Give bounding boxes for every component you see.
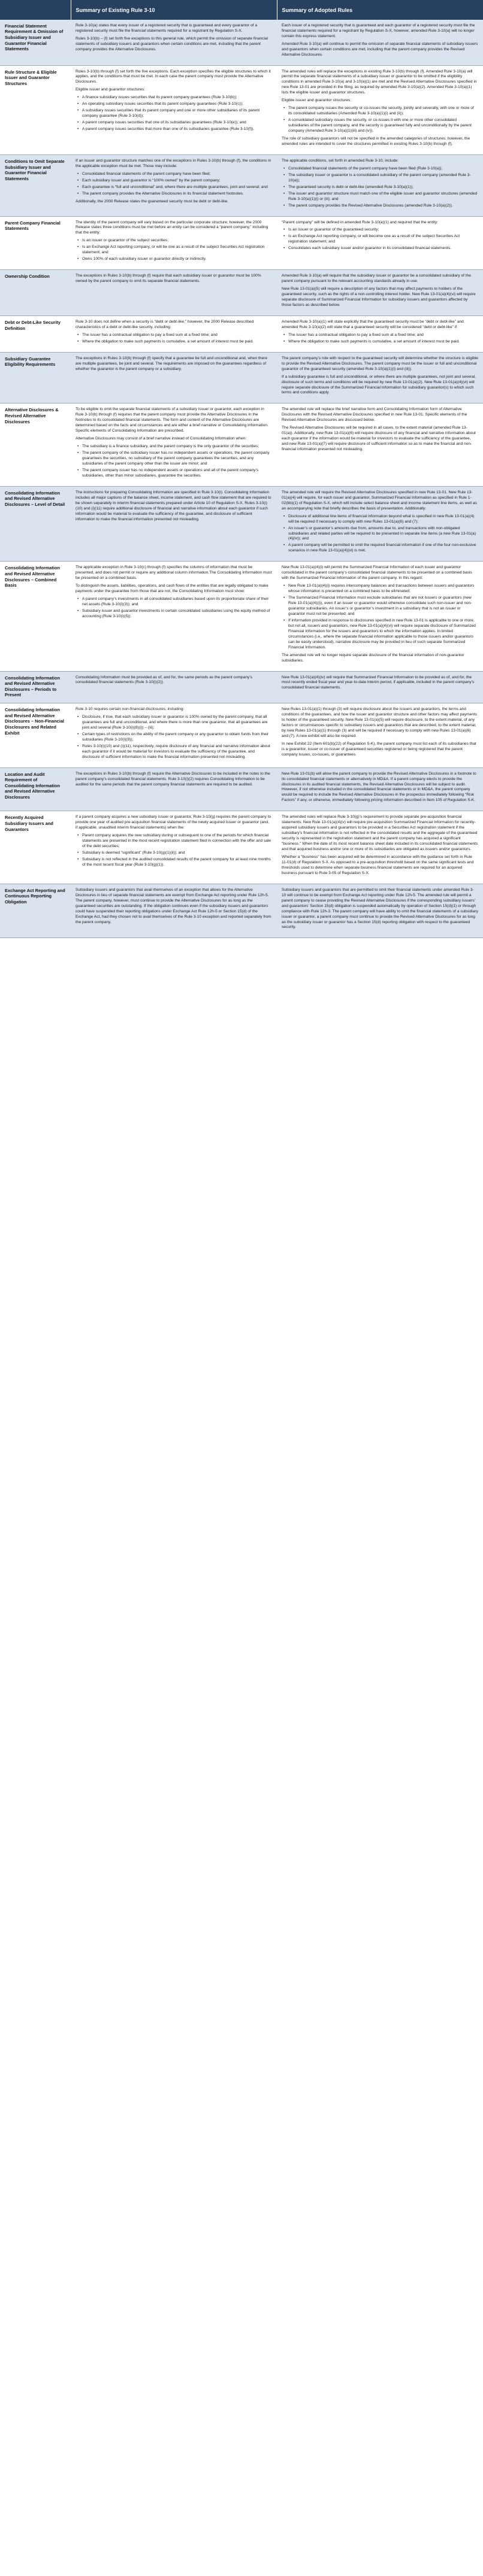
header-topic [0, 0, 71, 20]
bullet-item: • Is an Exchange Act reporting company, or will become one as a result of the subject Securities Act registration statement; and [288, 234, 478, 245]
bullet-item: • The subsidiary is a finance subsidiary, and the parent company is the only guarantor of the securities; [82, 444, 272, 450]
existing-rule-cell [71, 20, 277, 65]
bullet-item: • Where the obligation to make such payments is cumulative, a set amount of interest must be paid. [288, 339, 478, 345]
bullet-item: • Where the obligation to make such payments is cumulative, a set amount of interest must be paid. [82, 339, 272, 345]
bullet-list [76, 833, 272, 868]
header-existing-rule: Summary of Existing Rule 3-10 [71, 0, 277, 20]
bullet-item: • The parent company provides the Alternative Disclosures in its financial statement footnotes. [82, 192, 272, 197]
bullet-item: • Disclosure, if true, that each subsidiary issuer or guarantor is 100% owned by the parent company, that all guarantees are full and unconditional, and where there is more than one guarantor, that all guarantees are joint and several (Rule 3-10(i)(8)(i)) – (iii); [82, 715, 272, 731]
adopted-rule-cell [277, 216, 483, 270]
bullet-list [76, 444, 272, 479]
comparison-table [0, 0, 483, 938]
existing-rule-cell [71, 884, 277, 938]
bullet-item: • A consolidated subsidiary issues the security, or co-issues it with one or more other consolidated subsidiaries of the parent company, and the security is guaranteed fully and unconditionally by the parent company (Amended Rule 3-10(a)(1)(iii) and (iv)). [288, 118, 478, 134]
bullet-item: • An issuer’s or guarantor’s amounts due from, amounts due to, and transactions with non-obligated subsidiaries and related parties will be required to be presented in separate line items (a new Rule 13-01(a)(4)(iv)); and [288, 526, 478, 542]
row-topic: Consolidating Information and Revised Alternative Disclosures – Non-Financial Disclosures and Related Exhibit [0, 703, 71, 768]
existing-rule-cell [71, 315, 277, 352]
adopted-rule-cell [277, 486, 483, 561]
table-row [0, 20, 483, 65]
paragraph: “Parent company” will be defined in amended Rule 3-10(a)(1) and required that the entity: [282, 220, 438, 224]
bullet-item: • A finance subsidiary issues securities that its parent company guarantees (Rule 3-10(b)); [82, 95, 272, 101]
paragraph: The Revised Alternative Disclosures will be required in all cases, to the extent material (amended Rule 13-01(a)). Additionally, new Rule 13-01(a)(6) will require disclosure of any financial and narrative information about each guarantor if the information would be material for investors to evaluate the sufficiency of the guarantee, and new Rule 13-01(a)(7) will require disclosure of sufficient information so as to make the financial and non-financial information presented not misleading. [282, 426, 476, 452]
bullet-item: • Owns 100% of each subsidiary issuer or guarantor directly or indirectly. [82, 257, 272, 262]
row-topic: Consolidating Information and Revised Alternative Disclosures – Combined Basis [0, 562, 71, 671]
adopted-rule-cell [277, 671, 483, 703]
row-topic: Exchange Act Reporting and Continuous Reporting Obligation [0, 884, 71, 938]
paragraph: Consolidating Information must be provided as of, and for, the same periods as the parent company’s consolidated financial statements (Rule 3-10(i)(2)). [76, 675, 252, 685]
table-row [0, 671, 483, 703]
bullet-item: • A parent company’s investments in all consolidated subsidiaries based upon its proportionate share of their net assets (Rule 3-10(i)(3)); and [82, 597, 272, 608]
bullet-item: • Consolidated financial statements of the parent company have been filed (Rule 3-10(a)); [288, 166, 478, 172]
adopted-rule-cell [277, 703, 483, 768]
paragraph: The identity of the parent company will vary based on the particular corporate structure; however, the 2000 Release states three conditions must be met before an entity can be considered a “parent company,” including that the entity: [76, 220, 268, 235]
table-header [0, 0, 483, 20]
table-row [0, 352, 483, 403]
paragraph: The amended rules will replace the exceptions in existing Rule 3-10(b) through (f). Amended Rule 3-10(a) will permit the separate financial statements of a subsidiary issuer or guarantor to be omitted if the eligibility conditions in amended Rule 3-10(a) and 3-10(a)(1) are met and the Revised Alternative Disclosures specified in new Rule 13-01 are provided in the filing, as required by amended Rule 3-10(a)(2). Amended Rule 3-10(a)(1) lists the eligible issuer and guarantor structures. [282, 69, 477, 95]
bullet-list [76, 597, 272, 620]
bullet-item: • Parent company acquires the new subsidiary during or subsequent to one of the periods for which financial statements are presented in the most recent registration statement filed in connection with the offer and sale of the debt securities; [82, 833, 272, 849]
bullet-list [76, 172, 272, 197]
paragraph: New Rule 13-01(a)(4)(i) will permit the Summarized Financial Information of each issuer and guarantor consolidated in the parent company’s consolidated financial statements to be presented on a combined basis with the Summarized Financial Information of the parent company. In this regard: [282, 565, 472, 581]
paragraph: The exceptions in Rules 3-10(b) through (f) specify that a guarantee be full and unconditional and, when there are multiple guarantees, be joint and several. The requirements are imposed on the guarantees regardless of whether the guarantor is the parent company or a subsidiary. [76, 356, 267, 371]
paragraph: Amended Rule 3-10(a)(1) will state explicitly that the guaranteed security must be “debt or debt-like” and amended Rule 3-10(a)(2) will state that a guaranteed security will be considered “debt or debt-like” if: [282, 319, 464, 329]
paragraph: Amended Rule 3-10(a) will require that the subsidiary issuer or guarantor be a consolidated subsidiary of the parent company pursuant to the relevant accounting standards already in use. [282, 274, 471, 284]
bullet-item: • If information provided in response to disclosures specified in new Rule 13-01 is applicable to one or more, but not all, issuers and guarantors, new Rule 13-01(a)(4)(vi) will require separate disclosure of Summarized Financial Information for the issuers and guarantors to which the information applies. In limited circumstances (i.e., where the separate financial information applicable to those issuers and/or guarantors can be easily understood), narrative disclosure may be provided in lieu of such separate Summarized Financial Information. [288, 618, 478, 651]
adopted-rule-cell [277, 154, 483, 216]
adopted-rule-cell [277, 884, 483, 938]
paragraph: To distinguish the assets, liabilities, operations, and cash flows of the entities that are legally obligated to make payments under the guarantee from those that are not, the Consolidating Information must show: [76, 584, 268, 594]
bullet-list [76, 333, 272, 345]
adopted-rule-cell [277, 562, 483, 671]
bullet-item: • Disclosure of additional line items of financial information beyond what is specified in new Rule 13-01(a)(4) will be required if necessary to comply with new Rules 13-01(a)(6) and (7); [288, 514, 478, 525]
row-topic: Subsidiary Guarantee Eligibility Requirements [0, 352, 71, 403]
header-row [0, 0, 483, 20]
existing-rule-cell [71, 403, 277, 486]
paragraph: New Rule 13-01(a)(4)(iv) will require that Summarized Financial Information to be provided as of, and for, the most recently ended fiscal year and year-to-date interim period, if applicable, included in the parent company’s consolidated financial statements. [282, 675, 475, 690]
existing-rule-cell [71, 767, 277, 811]
row-topic: Rule Structure & Eligible Issuer and Guarantor Structures [0, 65, 71, 154]
existing-rule-cell [71, 270, 277, 316]
header-adopted-rules: Summary of Adopted Rules [277, 0, 483, 20]
paragraph: Rule 3-10 requires certain non-financial disclosures, including: [76, 707, 185, 712]
existing-rule-cell [71, 65, 277, 154]
existing-rule-cell [71, 486, 277, 561]
bullet-item: • Is an Exchange Act reporting company, or will be one as a result of the subject Securities Act registration statement; and [82, 245, 272, 256]
row-topic: Debt or Debt-Like Security Definition [0, 315, 71, 352]
bullet-list [282, 227, 478, 251]
bullet-list [282, 584, 478, 650]
row-topic: Location and Audit Requirement of Consolidating Information and Revised Alternative Disclosures [0, 767, 71, 811]
paragraph: New Rules 13-01(a)(1) through (3) will require disclosure about the issuers and guarantors, the terms and conditions of the guarantees, and how the issuer and guarantor structure and other factors may affect payments to holder of the guaranteed security. New Rule 13-01(a)(5) will require disclosure, to the extent material, of any factors or circumstances specific to subsidiary issuers and guarantors that are described, to the extent material, by new Rules 13-01(a)(1) through (3) and will be required if necessary to comply with new Rules 13-01(a)(6) and (7). A new exhibit will also be required. [282, 707, 478, 738]
row-topic: Alternative Disclosures & Revised Alternative Disclosures [0, 403, 71, 486]
bullet-item: • Consolidated financial statements of the parent company have been filed; [82, 172, 272, 177]
paragraph: Subsidiary issuers and guarantors that are permitted to omit their financial statements under amended Rule 3-10 will continue to be exempt from Exchange Act reporting under Rule 12h-5. The amended rule will permit a parent company to cease providing the Revised Alternative Disclosures if the corresponding subsidiary issuers’ and guarantors’ Section 15(d) obligation is suspended automatically by operation of Section 15(d)(1) or through compliance with Rule 12h-3. The parent company will have ability to omit the financial statements of a subsidiary issuer or guarantor, a parent company must continue to provide the Revised Alternative Disclosures for as long as the subsidiary issuer or guarantor has a Section 15(d) reporting obligation with respect to the guaranteed security. [282, 887, 478, 930]
bullet-item: • New Rule 13-01(a)(4)(i) requires intercompany balances and transactions between issuers and guarantors whose information is presented on a combined basis to be eliminated; [288, 584, 478, 594]
table-row [0, 703, 483, 768]
paragraph: The amended rule will require the Revised Alternative Disclosures specified in new Rule 13-01. New Rule 13-01(a)(4) will require, for each issuer and guarantor, Summarized Financial Information as specified in Rule 1-02(bb)(1) of Regulation S-X, which will include select balance sheet and income statement line items, as well as an accompanying note that briefly describes the basis of presentation. Additionally: [282, 490, 477, 511]
paragraph: New Rule 13-01(b) will allow the parent company to provide the Revised Alternative Disclosures in a footnote to its consolidated financial statements or alternatively in MD&A. If a parent company elects to provide the disclosures in its audited financial statements, the Revised Alternative Disclosures will be subject to audit. However, if not otherwise included in the consolidated financial statements or in MD&A, the parent company would be required to include the Revised Alternative Disclosures in the prospectus immediately following “Risk Factors” if any, or otherwise, immediately following pricing information described in Item 105 of Regulation S-K. [282, 771, 476, 803]
bullet-list [282, 514, 478, 554]
paragraph: The exceptions in Rules 3-10(b) through (f) require that each subsidiary issuer or guarantor must be 100% owned by the parent company to omit its separate financial statements. [76, 274, 261, 284]
paragraph: The exceptions in Rules 3-10(b) through (f) require the Alternative Disclosures to be included in the notes to the parent company’s consolidated financial statements. Rule 3-10(i)(2) requires Consolidating Information to be audited for the same periods that the parent company financial statements are required to be audited. [76, 771, 270, 787]
table-row [0, 315, 483, 352]
table-body [0, 20, 483, 938]
paragraph: The applicable conditions, set forth in amended Rule 3-10, include: [282, 158, 399, 163]
bullet-list [282, 106, 478, 134]
bullet-item: • A parent company will be permitted to omit the required financial information if one of the four non-exclusive scenarios in new Rule 13-01(a)(4)(vi) is met. [288, 543, 478, 554]
bullet-item: • The issuer has a contractual obligation to pay a fixed sum at a fixed time; and [288, 333, 478, 338]
paragraph: The role of subsidiary guarantors will not be specified in the amended categories of structures; however, the amended rules are intended to cover the structures permitted in existing Rules 3-10(b) through (f). [282, 136, 470, 146]
bullet-list [76, 238, 272, 262]
existing-rule-cell [71, 671, 277, 703]
bullet-list [282, 333, 478, 345]
bullet-item: • The Summarized Financial Information must exclude subsidiaries that are not issuers or guarantors (new Rule 13-01(a)(4)(i)), even if an issuer or guarantor would otherwise consolidate such non-issuer and non-guarantor subsidiaries. An issuer’s or guarantor’s investment in a subsidiary that is not an issuer or guarantor must not be presented; and [288, 596, 478, 617]
adopted-rule-cell [277, 315, 483, 352]
paragraph: The parent company’s role with respect to the guaranteed security will determine whether the structure is eligible to provide the Revised Alternative Disclosures. The parent company must be the issuer or full and unconditional guarantor of the guaranteed security (amended Rule 3-10(a)(1)(i) and (iii)). [282, 356, 478, 371]
bullet-item: • Is an issuer or guarantor of the subject securities; [82, 238, 272, 244]
table-row [0, 767, 483, 811]
paragraph: Amended Rule 3-10(a) will continue to permit the omission of separate financial statements of subsidiary issuers and guarantors when certain conditions are met, including that the parent company provides the Revised Alternative Disclosures. [282, 41, 478, 57]
paragraph: Rules 3-10(b) – (f) set forth five exceptions to this general rule, which permit the omission of separate financial statements of subsidiary issuers and guarantors when certain conditions are met, including that the parent company provides the Alternative Disclosures. [76, 36, 268, 51]
existing-rule-cell [71, 154, 277, 216]
paragraph: Whether a “business” has been acquired will be determined in accordance with the guidance set forth in Rule 11-01(d) of Regulation S-X. As opposed to a pre-acquisition threshold based on the same significant tests and thresholds used to determine when separate business financial statements are required for an acquired business pursuant to Rule 3-05 of Regulation S-X. [282, 855, 474, 875]
bullet-item: • The parent company of the subsidiary issuer has no independent assets or operations, the parent company guarantees the securities, no subsidiary of the parent company guarantees the securities, and any subsidiaries of the parent company other than the issuer are minor; and [82, 451, 272, 467]
paragraph: The applicable exception in Rule 3-10(c) through (f) specifies the columns of information that must be presented, and does not permit or require any additional column information.The Consolidating Information must be presented on a combined basis. [76, 565, 272, 581]
row-topic: Ownership Condition [0, 270, 71, 316]
paragraph: The instructions for preparing Consolidating Information are specified in Rule 3-10(i). Consolidating Information includes all major captions of the balance sheet, income statement, and cash flow statement that are required to be shown separately in interim financial statements prepared under Article 10 of Regulation S-X. Rules 3-10(i)(10) and (i)(11) require additional disclosure of financial and narrative information about each guarantor if such information would be material to evaluate the sufficiency of the guarantee, and disclosure of sufficient information to make the financial information presented not misleading. [76, 490, 271, 521]
paragraph: Each issuer of a registered security that is guaranteed and each guarantor of a registered security must file the financial statements required for a registrant by Regulation S-X, however, amended Rule 3-10(a) will no longer contain this express statement. [282, 23, 475, 38]
table-row [0, 403, 483, 486]
bullet-item: • Subsidiary issuer and guarantor investments in certain consolidated subsidiaries using the equity method of accounting (Rule 3-10(i)(5)). [82, 609, 272, 620]
bullet-item: • A parent company issues securities that more than one of its subsidiaries guarantee (Rule 3-10(f)). [82, 127, 272, 132]
bullet-item: • A subsidiary issues securities that its parent company and one or more other subsidiaries of its parent company guarantee (Rule 3-10(d)); [82, 108, 272, 119]
row-topic: Parent Company Financial Statements [0, 216, 71, 270]
bullet-list [76, 95, 272, 132]
bullet-item: • The guaranteed security is debt or debt-like (amended Rule 3-10(a)(1)); [288, 185, 478, 190]
table-row [0, 154, 483, 216]
paragraph: The amended rule will replace the brief narrative form and Consolidating Information form of Alternative Disclosures with the Revised Alternative Disclosures specified in new Rule 13-01. Specific elements of the Revised Alternative Disclosures are discussed below. [282, 407, 467, 423]
bullet-list [76, 715, 272, 760]
bullet-item: • Is an issuer or guarantor of the guaranteed security; [288, 227, 478, 233]
row-topic: Consolidating Information and Revised Alternative Disclosures – Periods to Present [0, 671, 71, 703]
row-topic: Recently Acquired Subsidiary Issuers and Guarantors [0, 811, 71, 884]
bullet-item: • The issuer has a contractual obligation to pay a fixed sum at a fixed time; and [82, 333, 272, 338]
bullet-item: • The subsidiary issuer or guarantor is a consolidated subsidiary of the parent company (amended Rule 3-10(a)); [288, 173, 478, 184]
paragraph: Alternative Disclosures may consist of a brief narrative instead of Consolidating Information when: [76, 436, 247, 441]
paragraph: The amended rule will no longer require separate disclosure of the financial information of non-guarantor subsidiaries. [282, 653, 464, 663]
existing-rule-cell [71, 216, 277, 270]
paragraph: Subsidiary issuers and guarantors that avail themselves of an exception that allows for the Alternative Disclosures in lieu of separate financial statements are exempt from Exchange Act reporting under Rule 12h-5. The parent company, however, must continue to provide the Alternative Disclosures for as long as the guaranteed securities are outstanding. If the obligation continues even if the subsidiary issuers and guarantors could have suspended their reporting obligations under Exchange Act Rule 12h-5 or Section 15(d) of the Exchange Act, had they chosen not to avail themselves of the Rule 3-10 exception and reported separately from the parent company. [76, 887, 271, 924]
paragraph: Eligible issuer and guarantor structures: [76, 87, 146, 92]
bullet-item: • The parent company provides the Revised Alternative Disclosures (amended Rule 3-10(a)(2)). [288, 204, 478, 209]
paragraph: Additionally, the 2000 Release states the guaranteed security must be debt or debt-like. [76, 199, 228, 204]
bullet-item: • Consolidates each subsidiary issuer and/or guarantor in its consolidated financial statements. [288, 246, 478, 251]
adopted-rule-cell [277, 352, 483, 403]
table-row [0, 216, 483, 270]
table-row [0, 884, 483, 938]
bullet-item: • An operating subsidiary issues securities that its parent company guarantees (Rule 3-10(c)); [82, 102, 272, 107]
paragraph: New Rule 13-01(a)(5) will require a description of any factors that may affect payments to holders of the guaranteed security, such as the rights of a non-controlling interest holder. New Rule 13-01(a)(4)(vi) will require separate disclosure of Summarized Financial Information for subsidiary issuers and guarantors affected by those factors as described below. [282, 287, 476, 307]
row-topic: Conditions to Omit Separate Subsidiary Issuer and Guarantor Financial Statements [0, 154, 71, 216]
bullet-item: • Each subsidiary issuer and guarantor is “100% owned” by the parent company; [82, 178, 272, 184]
bullet-item: • The parent company issues the security or co-issues the security, jointly and severally, with one or more of its consolidated subsidiaries (Amended Rule 3-10(a)(1)(i) and (ii)); [288, 106, 478, 117]
paragraph: Eligible issuer and guarantor structures: [282, 98, 352, 103]
bullet-item: • The issuer and guarantor structure must match one of the eligible issuer and guarantor structures (amended Rule 3-10(a)(1)(i) or (iii); and [288, 192, 478, 202]
adopted-rule-cell [277, 65, 483, 154]
bullet-item: • Subsidiary is deemed “significant” (Rule 3-10(g)(1)(ii)); and [82, 851, 272, 856]
paragraph: If a subsidiary guarantee is full and unconditional, or where there are multiple guarantees, not joint and several, disclosure of such terms and conditions will be required by new Rule 13-01(a)(2). New Rule 13-01(a)(4)(vi) will require separate disclosure of the Summarized Financial Information for subsidiary guarantor(s) to which such terms and conditions apply. [282, 374, 476, 395]
bullet-item: • A parent company issues securities that one of its subsidiaries guarantees (Rule 3-10(e)); and [82, 120, 272, 126]
bullet-item: • Each guarantee is “full and unconditional” and, where there are multiple guarantees, joint and several; and [82, 185, 272, 190]
paragraph: To be eligible to omit the separate financial statements of a subsidiary issuer or guarantor, each exception in Rule 3-10(b) through (f) requires that the parent company must provide the Alternative Disclosures in the footnotes to its consolidated financial statements. The form and content of the Alternative Disclosures are determined based on the facts and circumstances and are either a brief narrative or Consolidating Information. Specific elements of Consolidating Information are prescribed. [76, 407, 268, 433]
adopted-rule-cell [277, 270, 483, 316]
table-row [0, 486, 483, 561]
table-row [0, 811, 483, 884]
paragraph: Rule 3-10(a) states that every issuer of a registered security that is guaranteed and every guarantor of a registered security must file the financial statements required for a registrant by Regulation S-X. [76, 23, 258, 33]
paragraph: The amended rules will replace Rule 3-10(g)’s requirement to provide separate pre-acquisition financial statements. New Rule 13-01(a)(4)(v) will require pre-acquisition Summarized Financial Information for recently-acquired subsidiary issuers and guarantors to be provided in a Securities Act registration statement if the subsidiary’s financial information is not reflected in the consolidated results and the aggregate of the guaranteed security is represented in the registration statement and the parent company has acquired a significant “business.” When the date of its most recent balance sheet date included in its consolidated financial statements and that acquired business and/or one or more of its subsidiaries are obligated as issuers and/or guarantors. [282, 815, 478, 852]
existing-rule-cell [71, 352, 277, 403]
bullet-item: • Subsidiary is not reflected in the audited consolidated results of the parent company for at least nine months of the most recent fiscal year (Rule 3-10(g)(1)). [82, 857, 272, 868]
row-topic: Financial Statement Requirement & Omission of Subsidiary Issuer and Guarantor Financial Statements [0, 20, 71, 65]
table-row [0, 65, 483, 154]
existing-rule-cell [71, 811, 277, 884]
paragraph: Rules 3-10(b) through (f) set forth the five exceptions. Each exception specifies the eligible structures to which it applies, and the conditions that must be met. In each case the parent company must provide the Alternative Disclosures. [76, 69, 271, 84]
table-row [0, 270, 483, 316]
paragraph: If an issuer and guarantor structure matches one of the exceptions in Rules 3-10(b) through (f), the conditions in the applicable exception must be met. Those may include: [76, 158, 271, 168]
adopted-rule-cell [277, 403, 483, 486]
paragraph: If a parent company acquires a new subsidiary issuer or guarantor, Rule 3-10(g) requires the parent company to provide one year of audited pre-acquisition financial statements of the newly acquired issuer or guarantor (and, if applicable, unaudited interim financial statements) when the: [76, 815, 271, 830]
adopted-rule-cell [277, 811, 483, 884]
bullet-item: • Rules 3-10(i)(10) and (i)(11), respectively, require disclosure of any financial and narrative information about each guarantor if it would be material for investors to evaluate the sufficiency of the guarantee, and disclosure of sufficient information to make the financial information presented not misleading. [82, 744, 272, 760]
bullet-list [282, 166, 478, 209]
bullet-item: • Certain types of restrictions on the ability of the parent company or any guarantor to obtain funds from their subsidiaries (Rule 3-10(i)(9)); [82, 732, 272, 743]
existing-rule-cell [71, 562, 277, 671]
paragraph: Rule 3-10 does not define when a security is “debt or debt-like;” however, the 2000 Release described characteristics of a debt or debt-like security, including: [76, 319, 254, 329]
row-topic: Consolidating Information and Revised Alternative Disclosures – Level of Detail [0, 486, 71, 561]
table-row [0, 562, 483, 671]
adopted-rule-cell [277, 767, 483, 811]
bullet-item: • The parent company issuer has no independent assets or operations and all of the parent company’s subsidiaries, other than minor subsidiaries, guarantee the securities. [82, 468, 272, 479]
adopted-rule-cell [277, 20, 483, 65]
paragraph: In new Exhibit 22 (Item 601(b)(22) of Regulation S-K), the parent company must list each of its subsidiaries that is a guarantor, issuer or co-issuer of guaranteed securities registered or being registered that the parent company issues, co-issues, or guarantees. [282, 741, 476, 757]
existing-rule-cell [71, 703, 277, 768]
